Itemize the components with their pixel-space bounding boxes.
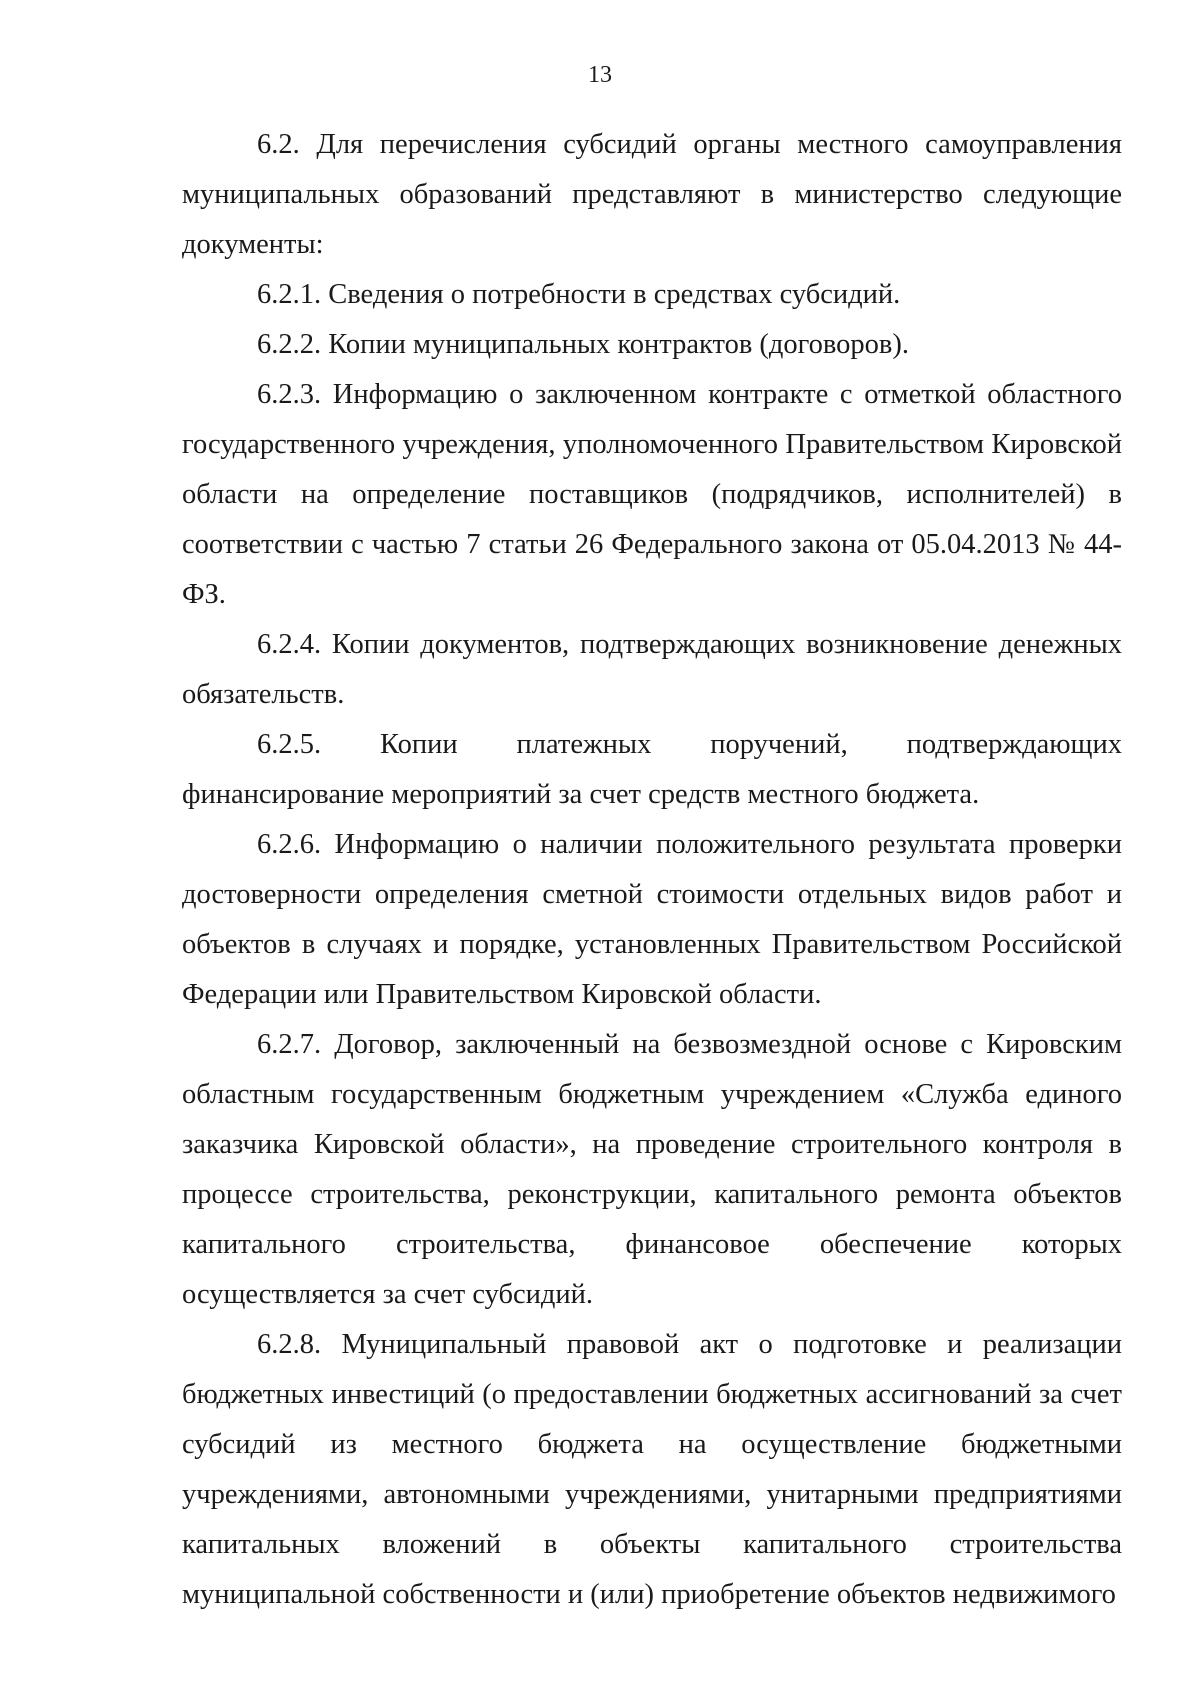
paragraph-6-2-1: 6.2.1. Сведения о потребности в средствах субсидий. — [257, 279, 901, 310]
paragraph-6-2-6: 6.2.6. Информацию о наличии положительного результата проверки достоверности определения сметной стоимости отдельных видов работ и объектов в случаях и порядке, установленных Правительством Российской Федерации или Правительством Кировской области. — [182, 829, 1122, 1010]
paragraph-6-2: 6.2. Для перечисления субсидий органы местного самоуправления муниципальных образований представляют в министерство следующие документы: — [182, 129, 1122, 260]
paragraph-6-2-4: 6.2.4. Копии документов, подтверждающих возникновение денежных обязательств. — [182, 629, 1122, 710]
paragraph-6-2-3: 6.2.3. Информацию о заключенном контракте с отметкой областного государственного учреждения, уполномоченного Правительством Кировской области на определение поставщиков (подрядчиков, исполнителей) в соответствии с частью 7 статьи 26 Федерального закона от 05.04.2013 № 44-ФЗ. — [182, 379, 1122, 610]
paragraph-6-2-2: 6.2.2. Копии муниципальных контрактов (договоров). — [257, 329, 909, 360]
paragraph-6-2-7: 6.2.7. Договор, заключенный на безвозмездной основе с Кировским областным государственным бюджетным учреждением «Служба единого заказчика Кировской области», на проведение строительного контроля в процессе строительства, реконструкции, капитального ремонта объектов капитального строительства, финансовое обеспечение которых осуществляется за счет субсидий. — [182, 1029, 1122, 1310]
paragraph-6-2-8: 6.2.8. Муниципальный правовой акт о подготовке и реализации бюджетных инвестиций (о предоставлении бюджетных ассигнований за счет субсидий из местного бюджета на осуществление бюджетными учреждениями, автономными учреждениями, унитарными предприятиями капитальных вложений в объекты капитального строительства муниципальной собственности и (или) приобретение объектов недвижимого — [182, 1329, 1122, 1610]
document-body — [182, 120, 1122, 1620]
paragraph-6-2-5: 6.2.5. Копии платежных поручений, подтверждающих финансирование мероприятий за счет средств местного бюджета. — [182, 729, 1122, 810]
page-number: 13 — [588, 62, 612, 88]
